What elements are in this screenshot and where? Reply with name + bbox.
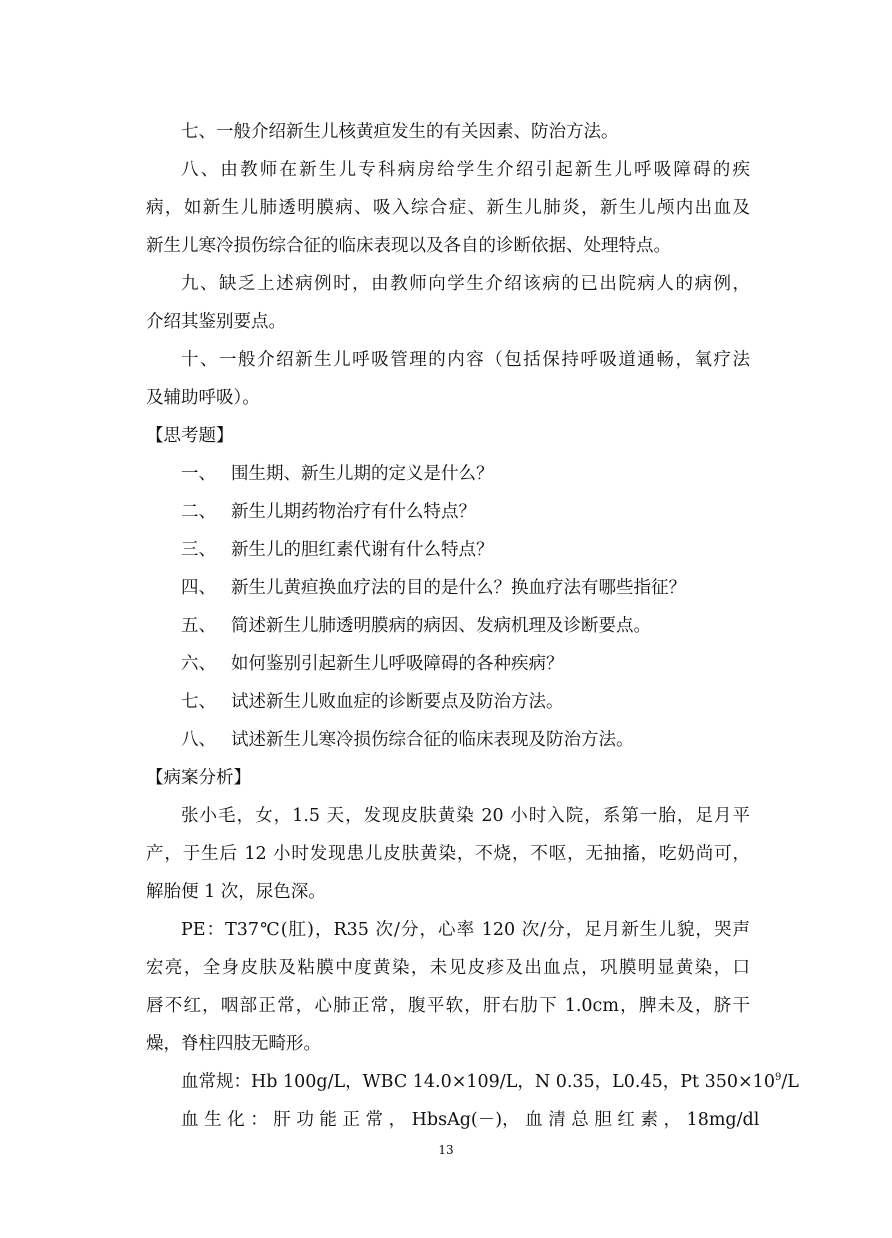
paragraph-line: 七、一般介绍新生儿核黄疸发生的有关因素、防治方法。: [181, 122, 619, 142]
case-line: 产，于生后 12 小时发现患儿皮肤黄染，不烧，不呕，无抽搐，吃奶尚可，: [146, 844, 750, 864]
question-number: 六、: [181, 654, 216, 674]
case-line: PE：T37℃(肛)，R35 次/分，心率 120 次/分，足月新生儿貌，哭声: [181, 920, 750, 940]
question-item: [181, 690, 750, 714]
question-number: 五、: [181, 616, 216, 636]
question-item: [181, 500, 750, 524]
blood-routine-unit: /L: [781, 1072, 799, 1092]
blood-routine-line: [181, 1070, 799, 1094]
section-heading-case-analysis: 【病案分析】: [146, 768, 251, 788]
question-number: 三、: [181, 540, 216, 560]
question-item: [181, 462, 750, 486]
paragraph-line: 介绍其鉴别要点。: [146, 312, 286, 332]
case-line: 张小毛，女，1.5 天，发现皮肤黄染 20 小时入院，系第一胎，足月平: [181, 806, 750, 826]
question-text: 新生儿黄疸换血疗法的目的是什么？换血疗法有哪些指征？: [231, 578, 686, 598]
section-heading-questions: 【思考题】: [146, 426, 234, 446]
question-text: 如何鉴别引起新生儿呼吸障碍的各种疾病？: [231, 654, 564, 674]
question-item: [181, 538, 750, 562]
paragraph-line: 病，如新生儿肺透明膜病、吸入综合症、新生儿肺炎，新生儿颅内出血及: [146, 198, 750, 218]
question-item: [181, 728, 750, 752]
case-line: 宏亮，全身皮肤及粘膜中度黄染，未见皮疹及出血点，巩膜明显黄染，口: [146, 958, 750, 978]
question-number: 四、: [181, 578, 216, 598]
paragraph-line: 十、一般介绍新生儿呼吸管理的内容（包括保持呼吸道通畅，氧疗法: [181, 350, 750, 370]
exponent: 9: [774, 1072, 782, 1084]
question-number: 七、: [181, 692, 216, 712]
case-line: 燥，脊柱四肢无畸形。: [146, 1034, 321, 1054]
question-item: [181, 614, 750, 638]
question-number: 八、: [181, 730, 216, 750]
question-item: [181, 576, 750, 600]
paragraph-line: 及辅助呼吸）。: [146, 388, 260, 408]
question-text: 试述新生儿败血症的诊断要点及防治方法。: [231, 692, 564, 712]
question-text: 新生儿的胆红素代谢有什么特点？: [231, 540, 494, 560]
paragraph-line: 八、由教师在新生儿专科病房给学生介绍引起新生儿呼吸障碍的疾: [181, 160, 750, 180]
biochem-line: 血 生 化 ： 肝 功 能 正 常 ， HbsAg(－)， 血 清 总 胆 红 素 ， 18mg/dl: [181, 1110, 760, 1130]
paragraph-line: 新生儿寒冷损伤综合征的临床表现以及各自的诊断依据、处理特点。: [146, 236, 671, 256]
case-line: 唇不红，咽部正常，心肺正常，腹平软，肝右肋下 1.0cm，脾未及，脐干: [146, 996, 750, 1016]
question-text: 围生期、新生儿期的定义是什么？: [231, 464, 494, 484]
question-text: 试述新生儿寒冷损伤综合征的临床表现及防治方法。: [231, 730, 634, 750]
question-item: [181, 652, 750, 676]
question-text: 新生儿期药物治疗有什么特点？: [231, 502, 476, 522]
question-text: 简述新生儿肺透明膜病的病因、发病机理及诊断要点。: [231, 616, 651, 636]
question-number: 一、: [181, 464, 216, 484]
case-line: 解胎便 1 次，尿色深。: [146, 882, 326, 902]
page-number: 13: [438, 1143, 454, 1157]
question-number: 二、: [181, 502, 216, 522]
paragraph-line: 九、缺乏上述病例时，由教师向学生介绍该病的已出院病人的病例，: [181, 274, 750, 294]
blood-routine-text: 血常规：Hb 100g/L，WBC 14.0×109/L，N 0.35，L0.45，Pt 350×10: [181, 1072, 775, 1092]
